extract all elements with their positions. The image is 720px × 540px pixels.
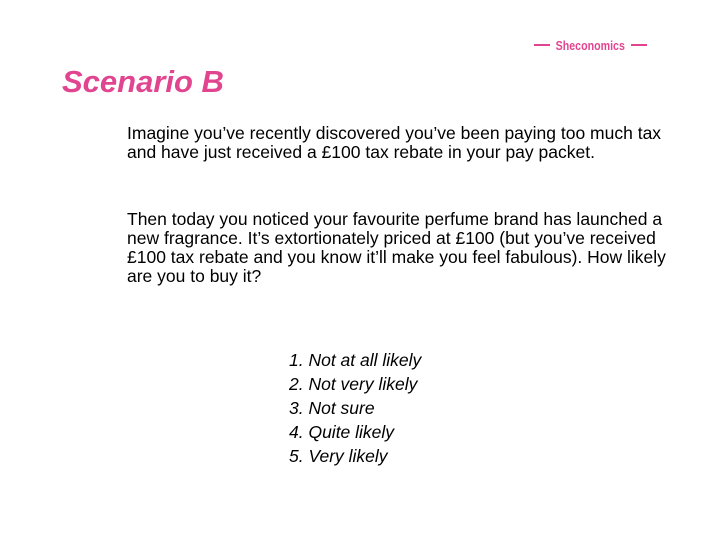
- brand-rule-right: [631, 44, 647, 46]
- answer-option-3: 3. Not sure: [289, 398, 375, 418]
- answer-option-5: 5. Very likely: [289, 446, 388, 466]
- answer-options-list: [289, 348, 421, 468]
- brand-rule-left: [534, 44, 550, 46]
- scenario-paragraph-2: Then today you noticed your favourite perfume brand has launched a new fragrance. It’s extortionately priced at £100 (but you’ve received £100 tax rebate and you know it’ll make you feel fabulous). How likely are you to buy it?: [127, 209, 666, 286]
- scenario-paragraph-1: Imagine you’ve recently discovered you’ve been paying too much tax and have just received a £100 tax rebate in your pay packet.: [127, 123, 662, 162]
- answer-option-2: 2. Not very likely: [289, 374, 418, 394]
- brand-header: [534, 36, 647, 54]
- answer-option-1: 1. Not at all likely: [289, 350, 422, 370]
- slide-title: Scenario B: [62, 64, 224, 99]
- answer-option-4: 4. Quite likely: [289, 422, 395, 442]
- brand-name: Sheconomics: [555, 37, 625, 53]
